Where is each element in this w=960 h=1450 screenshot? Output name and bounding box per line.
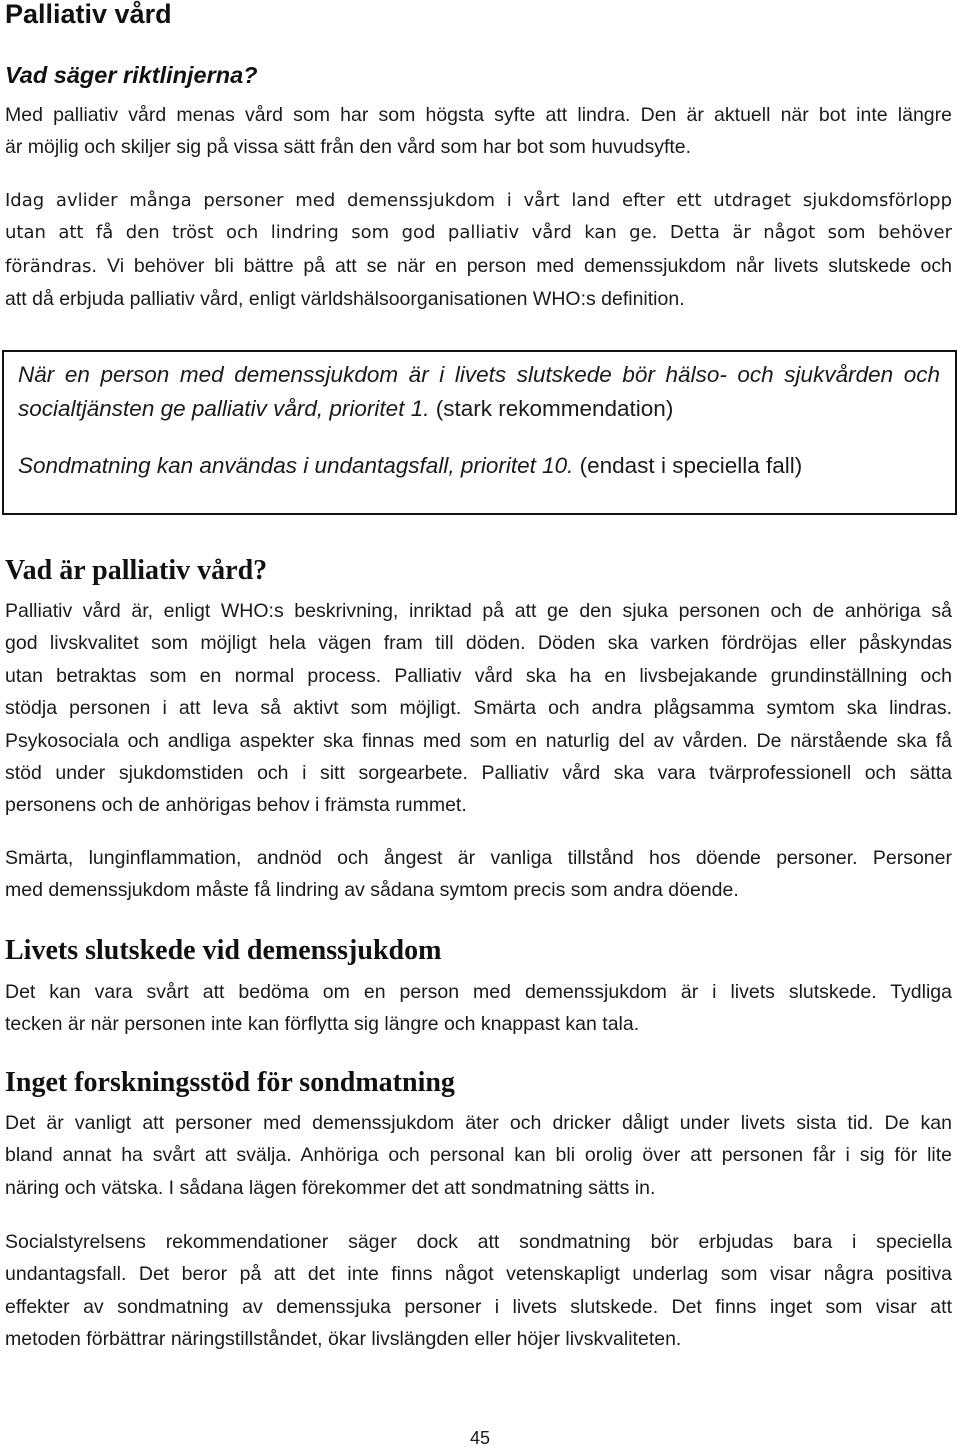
- paragraph-line: Det är vanligt att personer med demenssjukdom äter och dricker dåligt under livets sista tid. De kan: [5, 1112, 952, 1134]
- paragraph-line: Idag avlider många personer med demenssjukdom i vårt land efter ett utdraget sjukdomsförlopp: [5, 190, 952, 211]
- what-paragraph-2: [5, 842, 952, 907]
- page-title: Palliativ vård: [5, 0, 172, 29]
- paragraph-line: Psykosociala och andliga aspekter ska finnas med som en naturlig del av vården. De närstående ska få: [5, 729, 952, 752]
- end-of-life-paragraph: [5, 976, 952, 1041]
- paragraph-line: näring och vätska. I sådana lägen förekommer det att sondmatning sätts in.: [5, 1176, 656, 1199]
- section-heading-what-is-palliative-care: Vad är palliativ vård?: [5, 555, 268, 586]
- recommendations-box: [2, 350, 957, 515]
- paragraph-line: tecken är när personen inte kan förflytta sig längre och knappast kan tala.: [5, 1013, 640, 1036]
- what-paragraph-1: [5, 595, 952, 822]
- page-number: 45: [469, 1428, 491, 1448]
- recommendation-text: Sondmatning kan användas i undantagsfall, prioritet 10.: [18, 453, 574, 478]
- paragraph-line: är möjlig och skiljer sig på vissa sätt från den vård som har bot som huvudsyfte.: [5, 136, 692, 159]
- recommendation-text: socialtjänsten ge palliativ vård, prioritet 1.: [18, 396, 430, 421]
- paragraph-line: Med palliativ vård menas vård som har som högsta syfte att lindra. Den är aktuell när bot inte längre: [5, 104, 952, 126]
- recommendation-2: [18, 449, 940, 483]
- paragraph-line: [5, 250, 952, 283]
- paragraph-line-end: Vi behöver bli bättre på att se när en person med demenssjukdom når livets slutskede och: [107, 254, 952, 277]
- situation-paragraph: [5, 185, 952, 316]
- paragraph-line: utan att få den tröst och lindring som god palliativ vård kan ge. Detta är något som behöver: [5, 222, 952, 244]
- tube-feeding-paragraph-2: [5, 1226, 952, 1356]
- paragraph-line: stödja personen i att leva så aktivt som möjligt. Smärta och andra plågsamma symtom ska lindras.: [5, 697, 952, 720]
- recommendation-1: [18, 358, 940, 426]
- paragraph-line: god livskvalitet som möjligt hela vägen fram till döden. Döden ska varken fördröjas eller påskyndas: [5, 632, 952, 655]
- paragraph-line: undantagsfall. Det beror på att det inte finns något vetenskapligt underlag som visar några positiva: [5, 1263, 952, 1286]
- paragraph-line: personens och de anhörigas behov i främsta rummet.: [5, 794, 467, 817]
- paragraph-line: stöd under sjukdomstiden och i sitt sorgearbete. Palliativ vård ska vara tvärprofessionell och sätta: [5, 762, 952, 785]
- recommendation-strength: (stark rekommendation): [435, 396, 674, 421]
- paragraph-line: Det kan vara svårt att bedöma om en person med demenssjukdom är i livets slutskede. Tydliga: [5, 981, 952, 1003]
- paragraph-line: att då erbjuda palliativ vård, enligt världshälsoorganisationen WHO:s definition.: [5, 288, 685, 311]
- paragraph-line: utan betraktas som en normal process. Palliativ vård ska ha en livsbejakande grundinställning och: [5, 664, 952, 687]
- paragraph-line: effekter av sondmatning av demenssjuka personer i livets slutskede. Det finns inget som visar att: [5, 1295, 952, 1318]
- intro-paragraph: [5, 99, 952, 164]
- section-heading-end-of-life: Livets slutskede vid demenssjukdom: [5, 935, 442, 966]
- section-heading-tube-feeding: Inget forskningsstöd för sondmatning: [5, 1067, 455, 1098]
- paragraph-line-start: förändras.: [5, 255, 98, 277]
- paragraph-line: Smärta, lunginflammation, andnöd och ångest är vanliga tillstånd hos döende personer. Personer: [5, 847, 952, 869]
- paragraph-line: metoden förbättrar näringstillståndet, ökar livslängden eller höjer livskvaliteten.: [5, 1328, 682, 1351]
- tube-feeding-paragraph-1: [5, 1107, 952, 1204]
- recommendation-text-line: [18, 392, 940, 426]
- recommendation-text-line: [18, 449, 940, 483]
- guidelines-heading: Vad säger riktlinjerna?: [5, 62, 258, 88]
- recommendation-text: När en person med demenssjukdom är i livets slutskede bör hälso- och sjukvården och: [18, 362, 940, 387]
- recommendation-strength: (endast i speciella fall): [579, 453, 803, 478]
- paragraph-line: med demenssjukdom måste få lindring av sådana symtom precis som andra döende.: [5, 879, 739, 902]
- paragraph-line: Socialstyrelsens rekommendationer säger dock att sondmatning bör erbjudas bara i speciella: [5, 1231, 952, 1253]
- paragraph-line: bland annat ha svårt att svälja. Anhöriga och personal kan bli orolig över att personen får i sig för lite: [5, 1144, 952, 1167]
- paragraph-line: Palliativ vård är, enligt WHO:s beskrivning, inriktad på att ge den sjuka personen och de anhöriga så: [5, 600, 952, 622]
